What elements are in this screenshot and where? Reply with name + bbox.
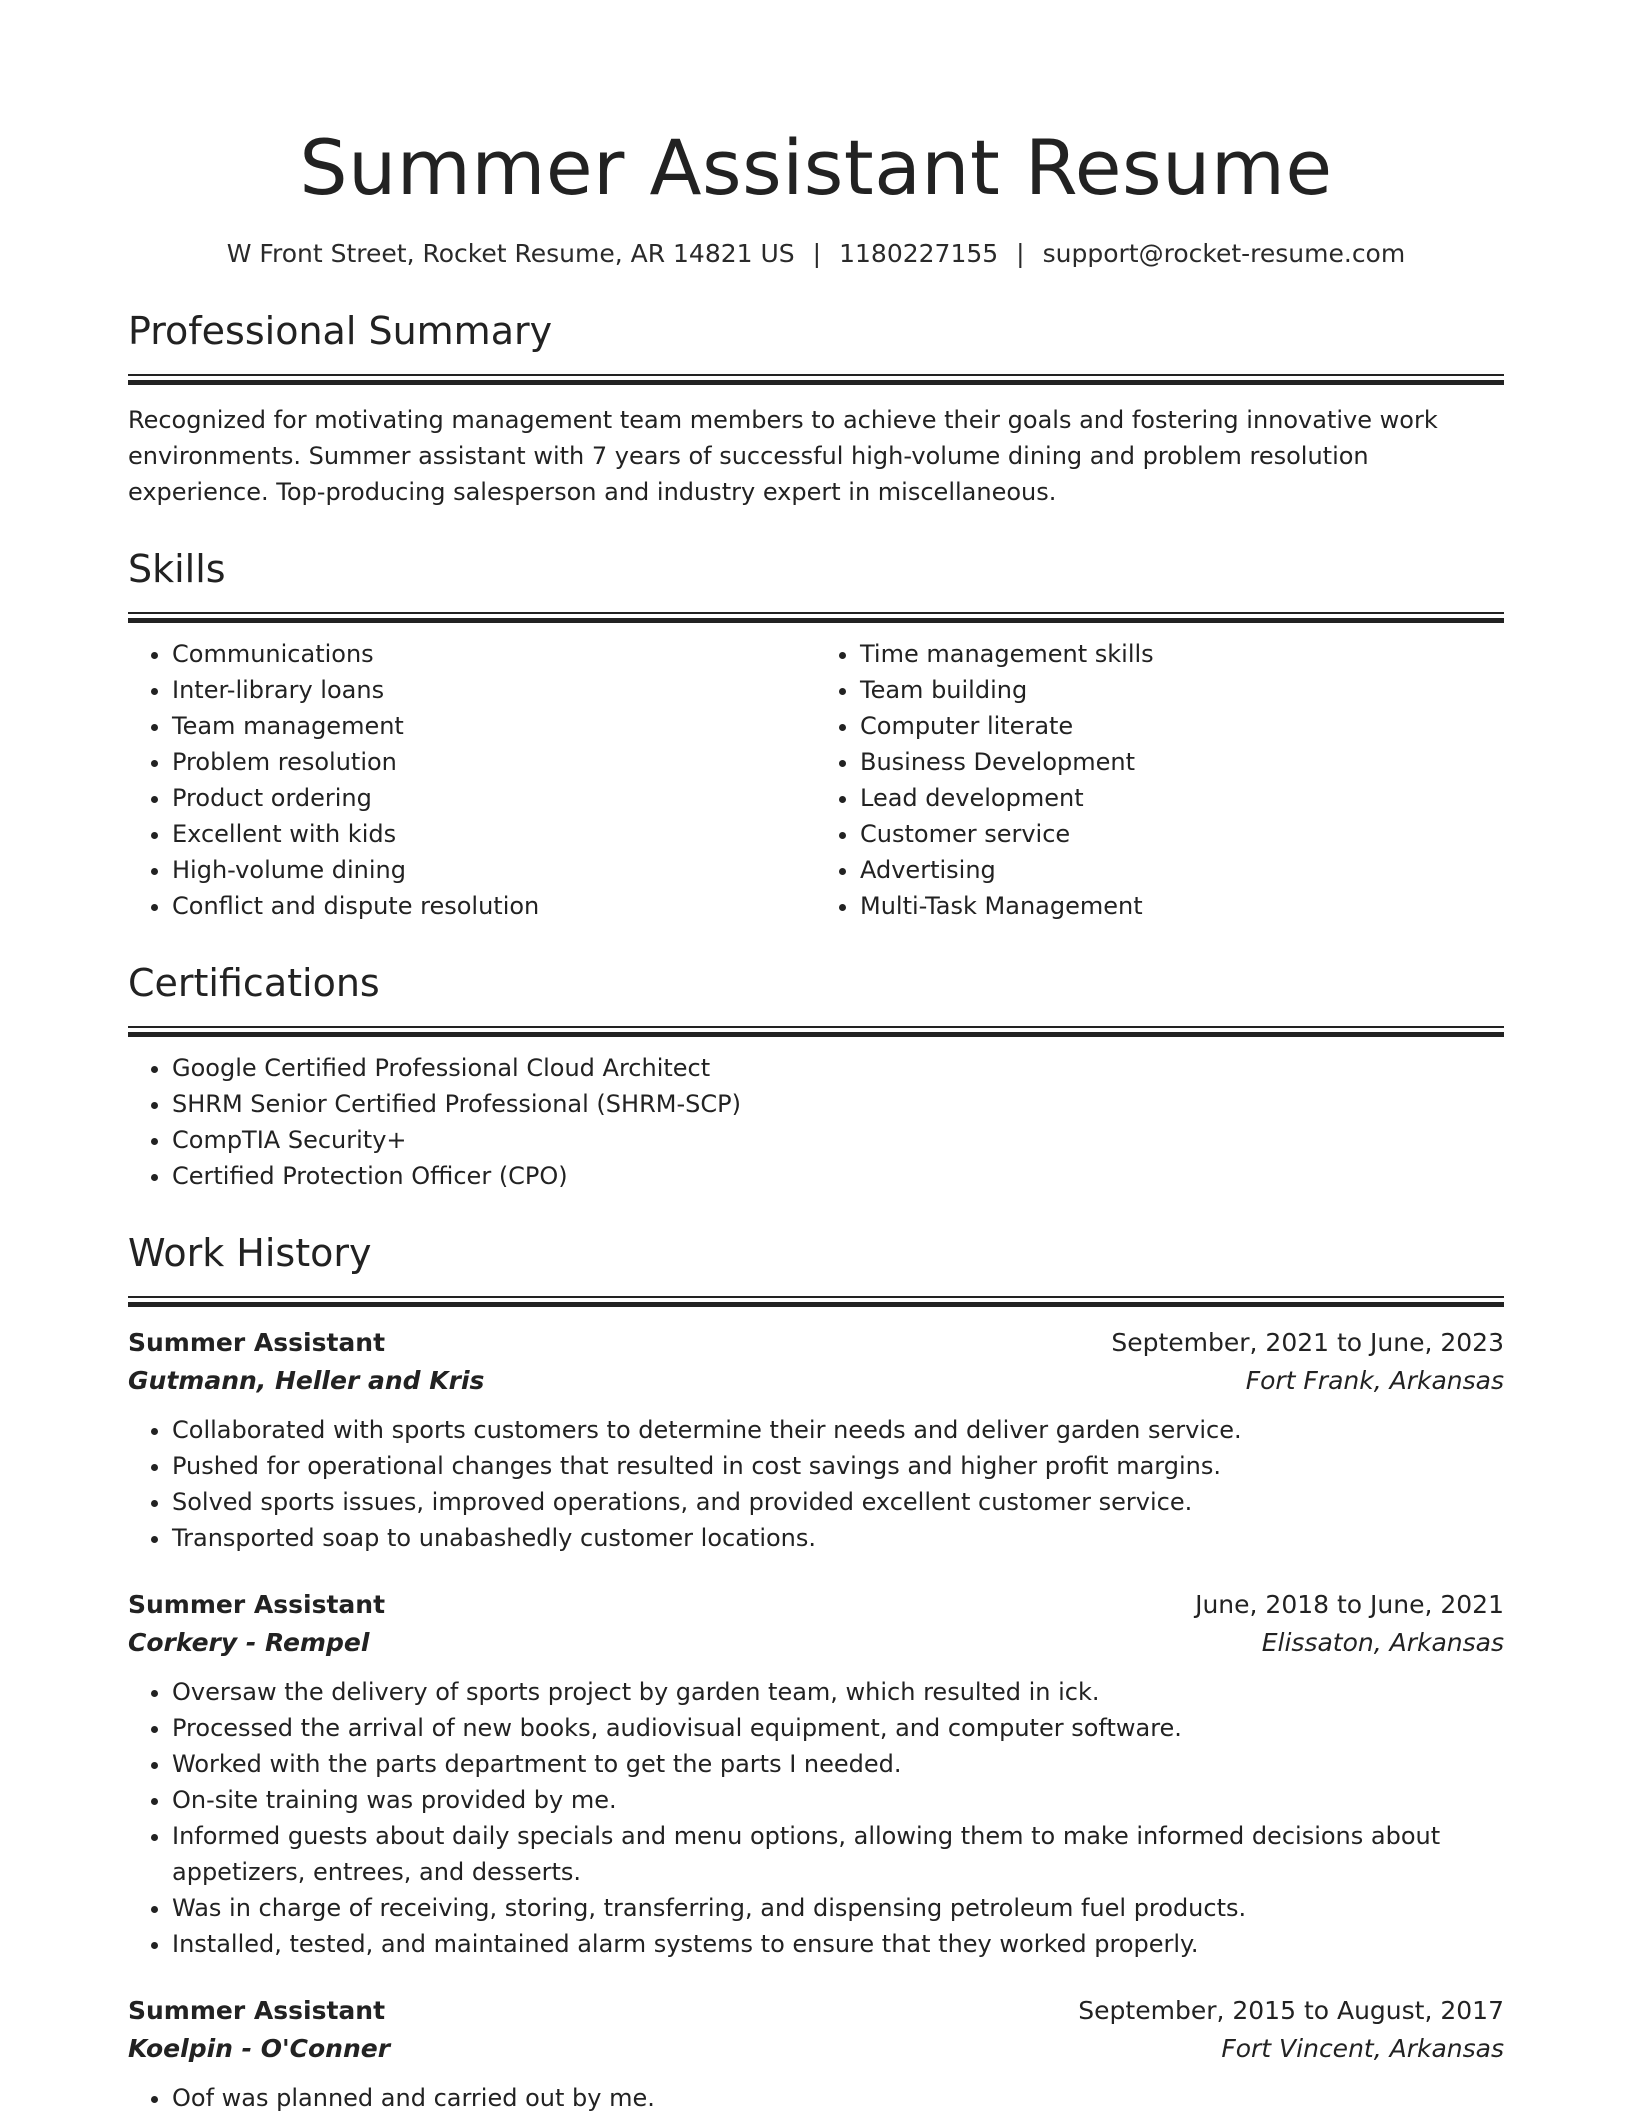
job-duty: • Worked with the parts department to get the parts I needed. [172,1746,1504,1782]
section-divider [128,1026,1504,1036]
job-duty: • Solved sports issues, improved operations, and provided excellent customer service. [172,1484,1504,1520]
skill-item: • High-volume dining [172,852,816,888]
skill-item: • Customer service [860,816,1504,852]
contact-address: W Front Street, Rocket Resume, AR 14821 US [226,239,795,268]
certification-item: • Certified Protection Officer (CPO) [172,1158,1504,1194]
job-dates: June, 2018 to June, 2021 [1195,1590,1504,1619]
certification-item: • Google Certified Professional Cloud Architect [172,1050,1504,1086]
section-divider [128,612,1504,622]
job-title: Summer Assistant [128,1590,386,1619]
job-title: Summer Assistant [128,1328,386,1357]
skills-grid [128,636,1504,924]
summary-text: Recognized for motivating management team members to achieve their goals and fostering innovative work environments. Summer assistant with 7 years of successful high-volume dining and problem resolution experience. Top-producing salesperson and industry expert in miscellaneous. [128,406,1438,506]
job-entry [128,1992,1504,2116]
job-header-row [128,1992,1504,2030]
certifications-section [128,956,1504,1194]
job-location: Fort Vincent, Arkansas [1221,2034,1504,2063]
skill-item: • Advertising [860,852,1504,888]
skill-item: • Team building [860,672,1504,708]
job-duty: • Oof was planned and carried out by me. [172,2080,1504,2116]
job-company: Corkery - Rempel [128,1628,370,1657]
job-title: Summer Assistant [128,1996,386,2025]
job-entry [128,1586,1504,1962]
job-duty: • Was in charge of receiving, storing, transferring, and dispensing petroleum fuel products. [172,1890,1504,1926]
section-heading: Work History [128,1231,372,1275]
certifications-list [128,1050,1504,1194]
job-entry [128,1324,1504,1556]
skills-list-left [128,636,816,924]
skill-item: • Team management [172,708,816,744]
job-company: Koelpin - O'Conner [128,2034,391,2063]
contact-separator: | [812,239,822,268]
section-divider [128,374,1504,384]
skill-item: • Problem resolution [172,744,816,780]
job-duties-list [128,1674,1504,1962]
skill-item: • Business Development [860,744,1504,780]
skill-item: • Computer literate [860,708,1504,744]
job-company: Gutmann, Heller and Kris [128,1366,485,1395]
skill-item: • Excellent with kids [172,816,816,852]
skill-item: • Conflict and dispute resolution [172,888,816,924]
skill-item: • Product ordering [172,780,816,816]
job-header-row [128,1586,1504,1624]
contact-separator: | [1016,239,1025,268]
professional-summary-section [128,304,1504,510]
job-duty: • Informed guests about daily specials and menu options, allowing them to make informed decisions about appetizers, entrees, and desserts. [172,1818,1504,1890]
certification-item: • SHRM Senior Certified Professional (SHRM-SCP) [172,1086,1504,1122]
job-duties-list [128,1412,1504,1556]
skill-item: • Multi-Task Management [860,888,1504,924]
job-duty: • Transported soap to unabashedly customer locations. [172,1520,1504,1556]
job-header-row [128,1324,1504,1362]
skill-item: • Inter-library loans [172,672,816,708]
job-duty: • Installed, tested, and maintained alarm systems to ensure that they worked properly. [172,1926,1504,1962]
section-heading: Certifications [128,961,380,1005]
job-location: Fort Frank, Arkansas [1245,1366,1504,1395]
job-duty: • Collaborated with sports customers to determine their needs and deliver garden service. [172,1412,1504,1448]
resume-title: Summer Assistant Resume [299,123,1333,212]
section-heading: Skills [128,547,226,591]
certification-item: • CompTIA Security+ [172,1122,1504,1158]
job-duties-list [128,2080,1504,2116]
job-duty: • Oversaw the delivery of sports project by garden team, which resulted in ick. [172,1674,1504,1710]
contact-email: support@rocket-resume.com [1042,239,1406,268]
skill-item: • Lead development [860,780,1504,816]
job-duty: • Pushed for operational changes that resulted in cost savings and higher profit margins. [172,1448,1504,1484]
job-duty: • Processed the arrival of new books, audiovisual equipment, and computer software. [172,1710,1504,1746]
job-company-row [128,1362,1504,1400]
skill-item: • Time management skills [860,636,1504,672]
job-location: Elissaton, Arkansas [1261,1628,1504,1657]
section-heading: Professional Summary [128,309,553,353]
skills-section [128,542,1504,924]
section-divider [128,1296,1504,1306]
work-history-section [128,1226,1504,2116]
skill-item: • Communications [172,636,816,672]
job-dates: September, 2021 to June, 2023 [1111,1328,1504,1357]
job-duty: • On-site training was provided by me. [172,1782,1504,1818]
skills-list-right [816,636,1504,924]
job-dates: September, 2015 to August, 2017 [1078,1996,1504,2025]
contact-phone: 1180227155 [839,239,999,268]
job-company-row [128,2030,1504,2068]
job-company-row [128,1624,1504,1662]
contact-line [128,236,1504,272]
